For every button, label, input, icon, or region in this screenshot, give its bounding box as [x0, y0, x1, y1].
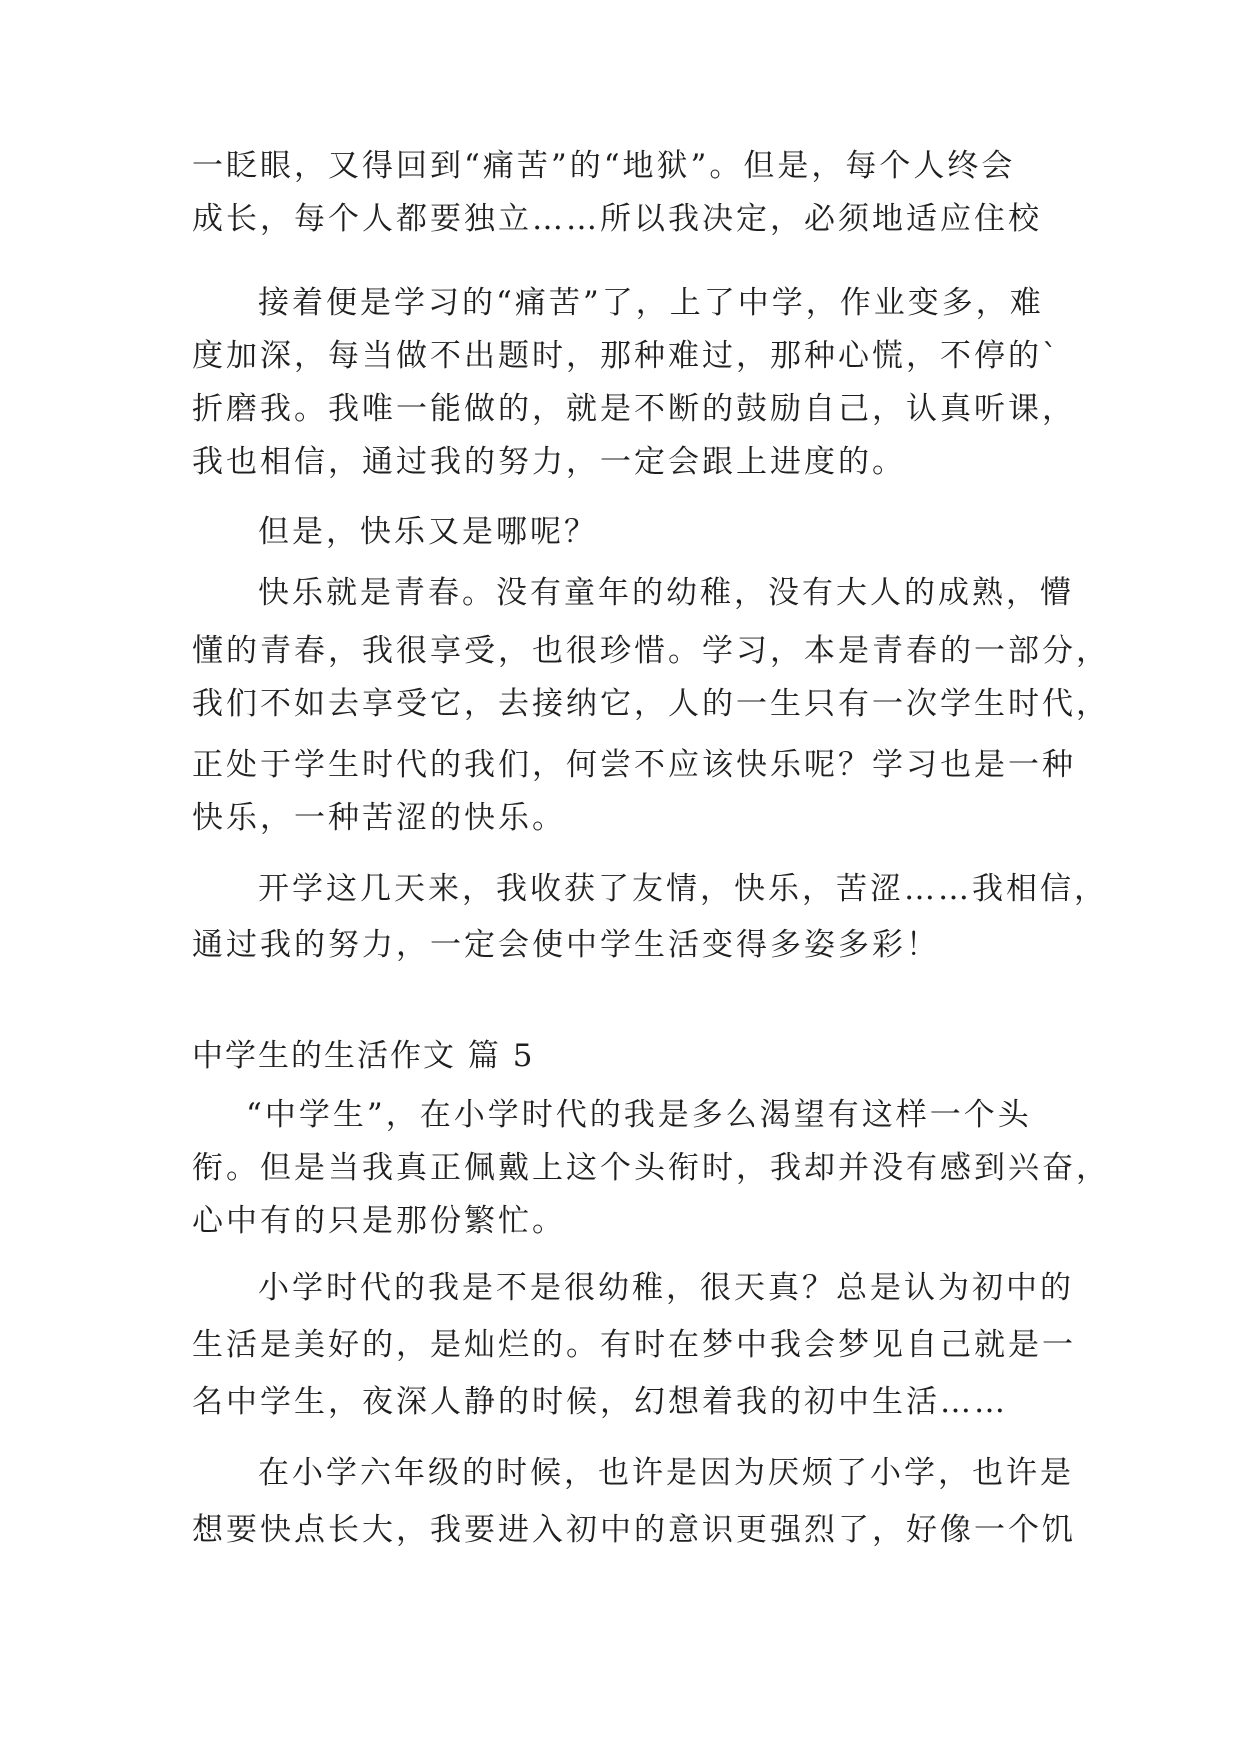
text-line: 我也相信，通过我的努力，一定会跟上进度的。 [192, 444, 906, 480]
text-line: 开学这几天来，我收获了友情，快乐，苦涩……我相信， [258, 871, 1108, 907]
text-line: 通过我的努力，一定会使中学生活变得多姿多彩！ [192, 927, 940, 963]
text-line: 懂的青春，我很享受，也很珍惜。学习，本是青春的一部分， [192, 633, 1110, 669]
text-line: 成长，每个人都要独立……所以我决定，必须地适应住校 [192, 201, 1042, 237]
text-line: 名中学生，夜深人静的时候，幻想着我的初中生活…… [192, 1384, 1008, 1420]
text-line: 接着便是学习的“痛苦”了，上了中学，作业变多，难 [258, 285, 1044, 321]
text-line: 小学时代的我是不是很幼稚，很天真？总是认为初中的 [258, 1270, 1074, 1306]
text-line: 心中有的只是那份繁忙。 [192, 1203, 566, 1239]
text-line: 正处于学生时代的我们，何尝不应该快乐呢？学习也是一种 [192, 747, 1076, 783]
text-line: 生活是美好的，是灿烂的。有时在梦中我会梦见自己就是一 [192, 1327, 1076, 1363]
text-line: “中学生”，在小学时代的我是多么渴望有这样一个头 [246, 1097, 1032, 1133]
text-line: 但是，快乐又是哪呢？ [258, 514, 598, 550]
text-line: 想要快点长大，我要进入初中的意识更强烈了，好像一个饥 [192, 1512, 1076, 1548]
text-line: 我们不如去享受它，去接纳它，人的一生只有一次学生时代， [192, 686, 1110, 722]
section-heading: 中学生的生活作文 篇 5 [192, 1038, 535, 1074]
text-line: 在小学六年级的时候，也许是因为厌烦了小学，也许是 [258, 1455, 1074, 1491]
text-line: 度加深，每当做不出题时，那种难过，那种心慌，不停的` [192, 338, 1061, 374]
text-line: 衔。但是当我真正佩戴上这个头衔时，我却并没有感到兴奋， [192, 1150, 1110, 1186]
text-line: 一眨眼，又得回到“痛苦”的“地狱”。但是，每个人终会 [192, 148, 1016, 184]
text-line: 快乐，一种苦涩的快乐。 [192, 800, 566, 836]
text-line: 快乐就是青春。没有童年的幼稚，没有大人的成熟，懵 [258, 575, 1074, 611]
text-line: 折磨我。我唯一能做的，就是不断的鼓励自己，认真听课， [192, 391, 1076, 427]
